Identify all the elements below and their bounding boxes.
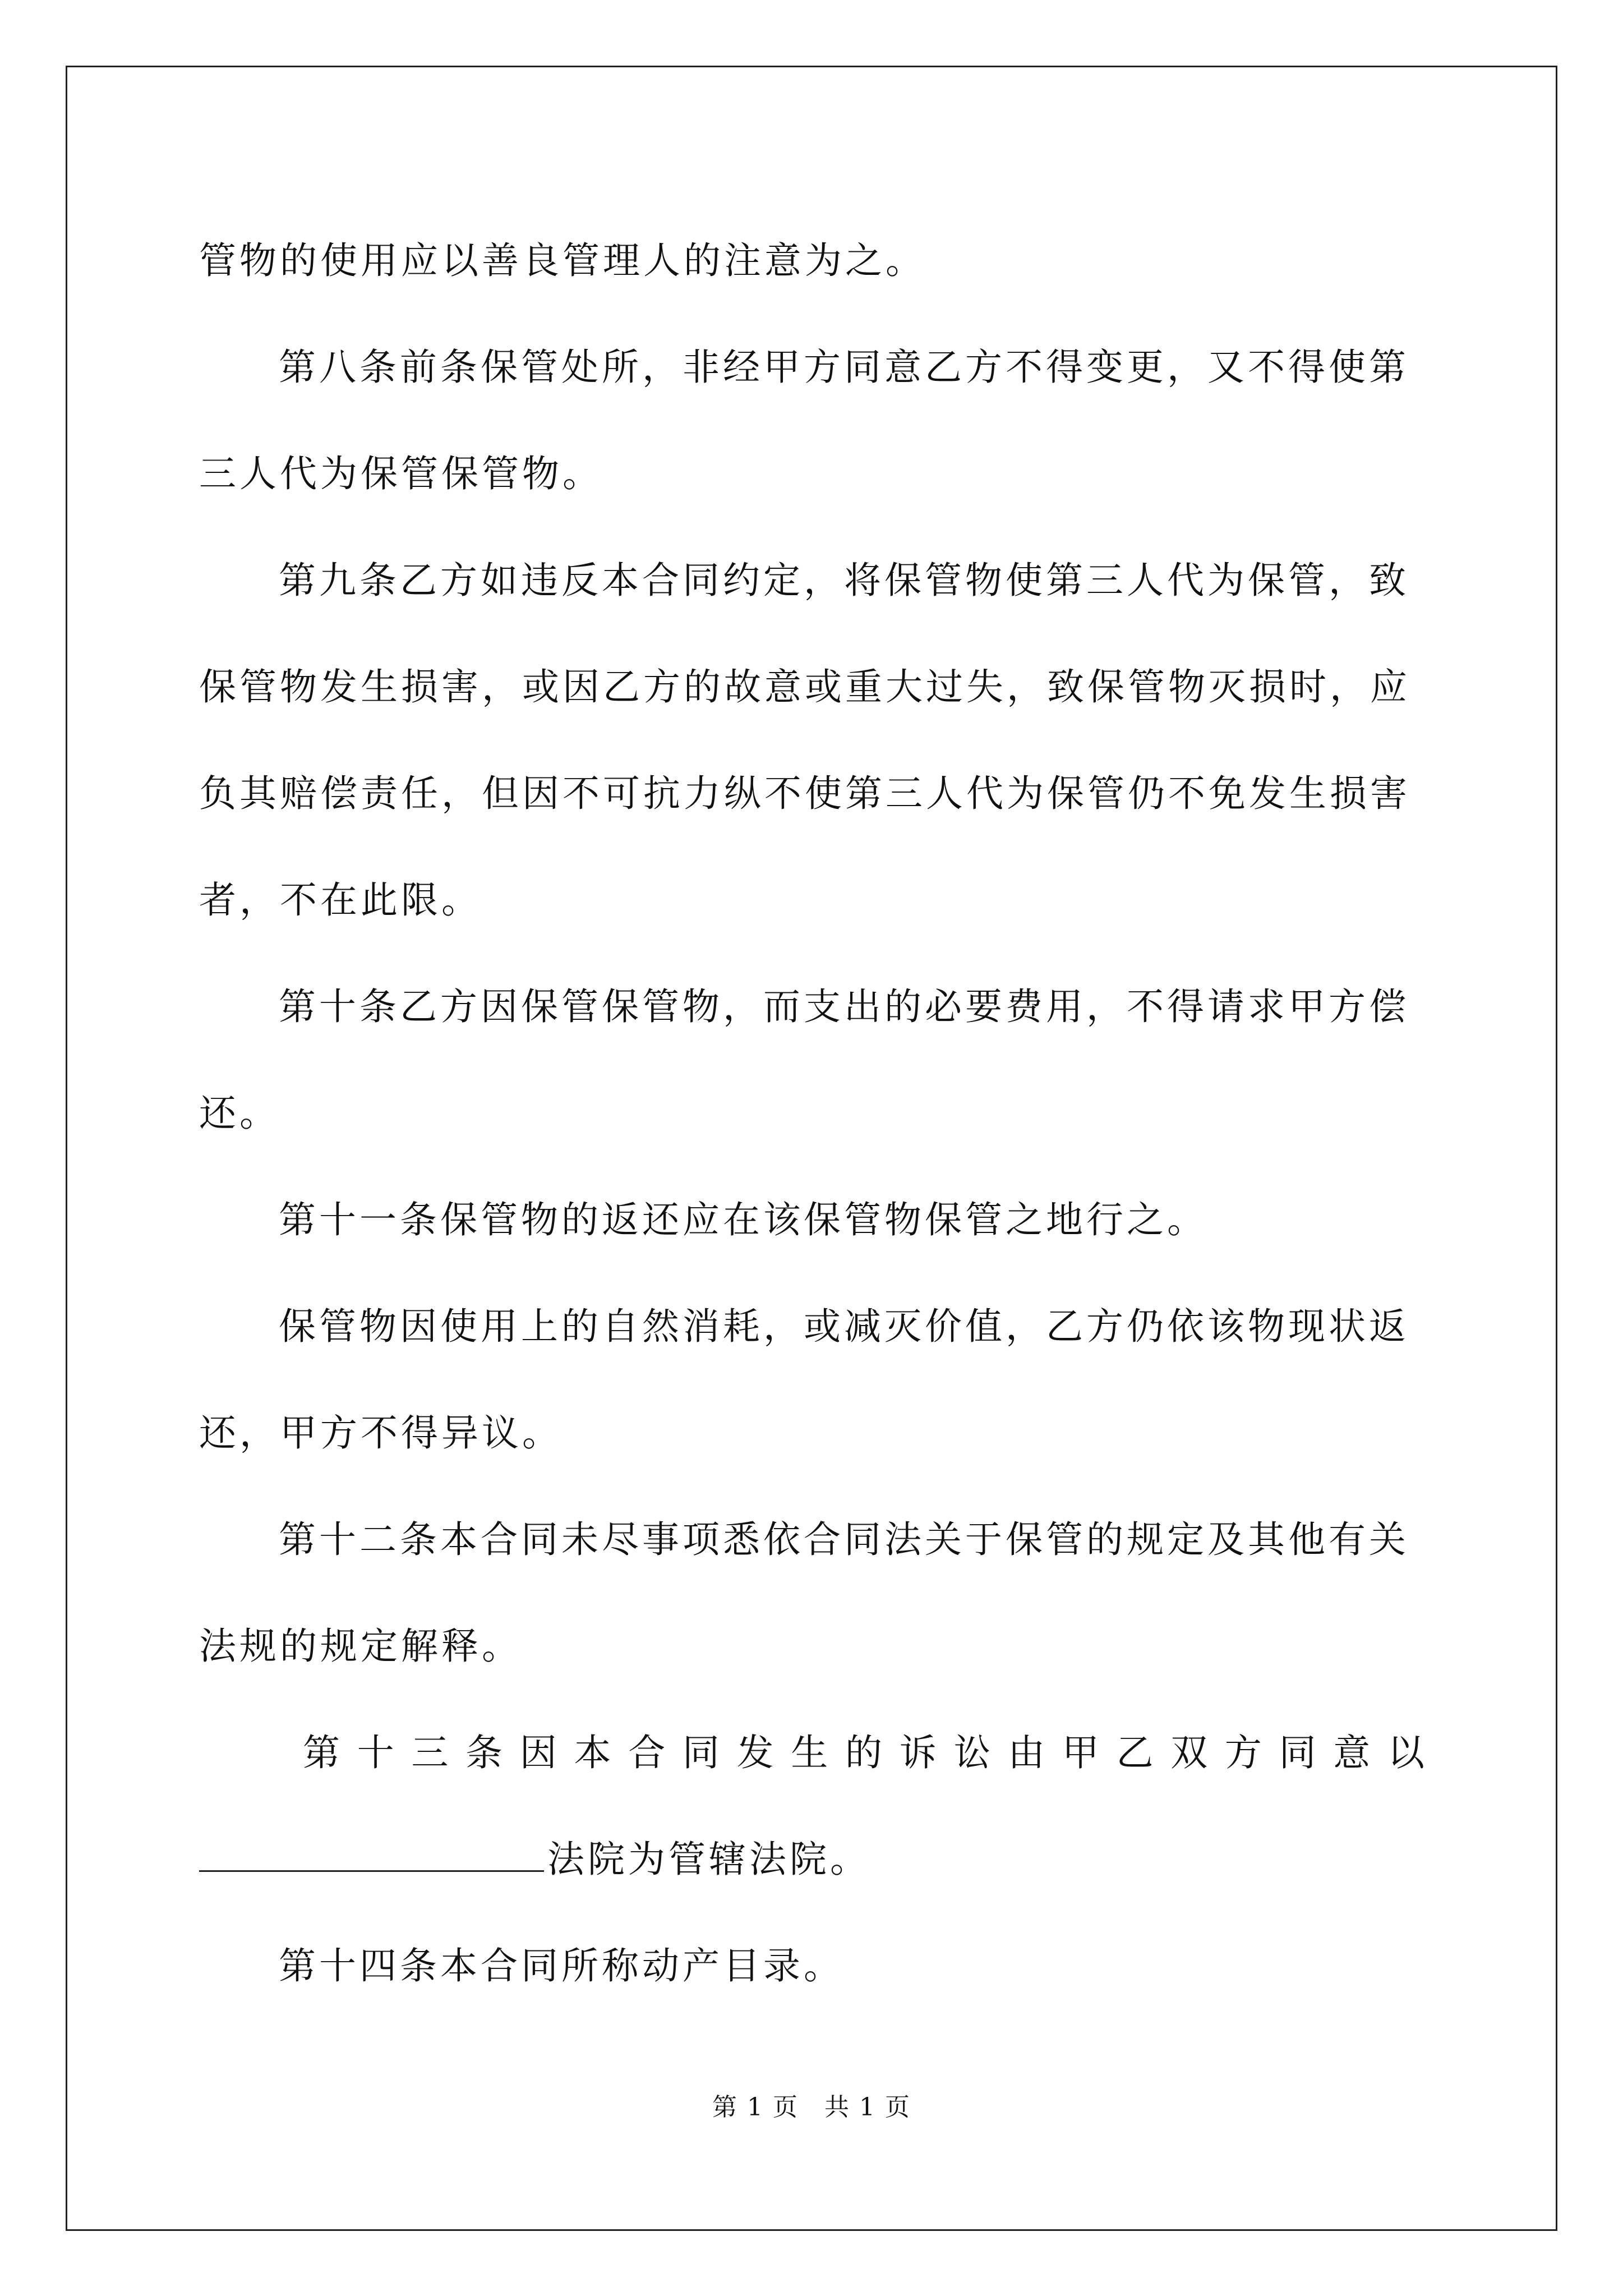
paragraph-article-8: 第八条前条保管处所，非经甲方同意乙方不得变更，又不得使第三人代为保管保管物。 bbox=[199, 346, 1409, 495]
paragraph-article-14: 第十四条本合同所称动产目录。 bbox=[279, 1944, 844, 1987]
paragraph-article-11: 第十一条保管物的返还应在该保管物保管之地行之。 bbox=[279, 1198, 1207, 1241]
page-footer: 第 1 页 共 1 页 bbox=[712, 2093, 911, 2122]
paragraph-article-12: 第十二条本合同未尽事项悉依合同法关于保管的规定及其他有关法规的规定解释。 bbox=[199, 1518, 1409, 1668]
paragraph-article-11-return: 保管物因使用上的自然消耗，或减灭价值，乙方仍依该物现状返还，甲方不得异议。 bbox=[199, 1305, 1409, 1455]
paragraph-continuation: 管物的使用应以善良管理人的注意为之。 bbox=[199, 239, 926, 282]
paragraph-article-13-tail: 法院为管辖法院。 bbox=[547, 1838, 870, 1881]
paragraph-article-10: 第十条乙方因保管保管物，而支出的必要费用，不得请求甲方偿还。 bbox=[199, 985, 1409, 1135]
paragraph-article-13-line1: 第十三条因本合同发生的诉讼由甲乙双方同意以 bbox=[303, 1731, 1424, 1774]
paragraph-article-9: 第九条乙方如违反本合同约定，将保管物使第三人代为保管，致保管物发生损害，或因乙方的故意或重大过失，致保管物灭损时，应负其赔偿责任，但因不可抗力纵不使第三人代为保管仍不免发生损害者，不在此限。 bbox=[199, 559, 1410, 922]
document-body bbox=[199, 208, 1424, 2019]
paragraph-article-13-line2 bbox=[199, 1806, 1424, 1913]
court-name-blank[interactable] bbox=[199, 1838, 544, 1872]
